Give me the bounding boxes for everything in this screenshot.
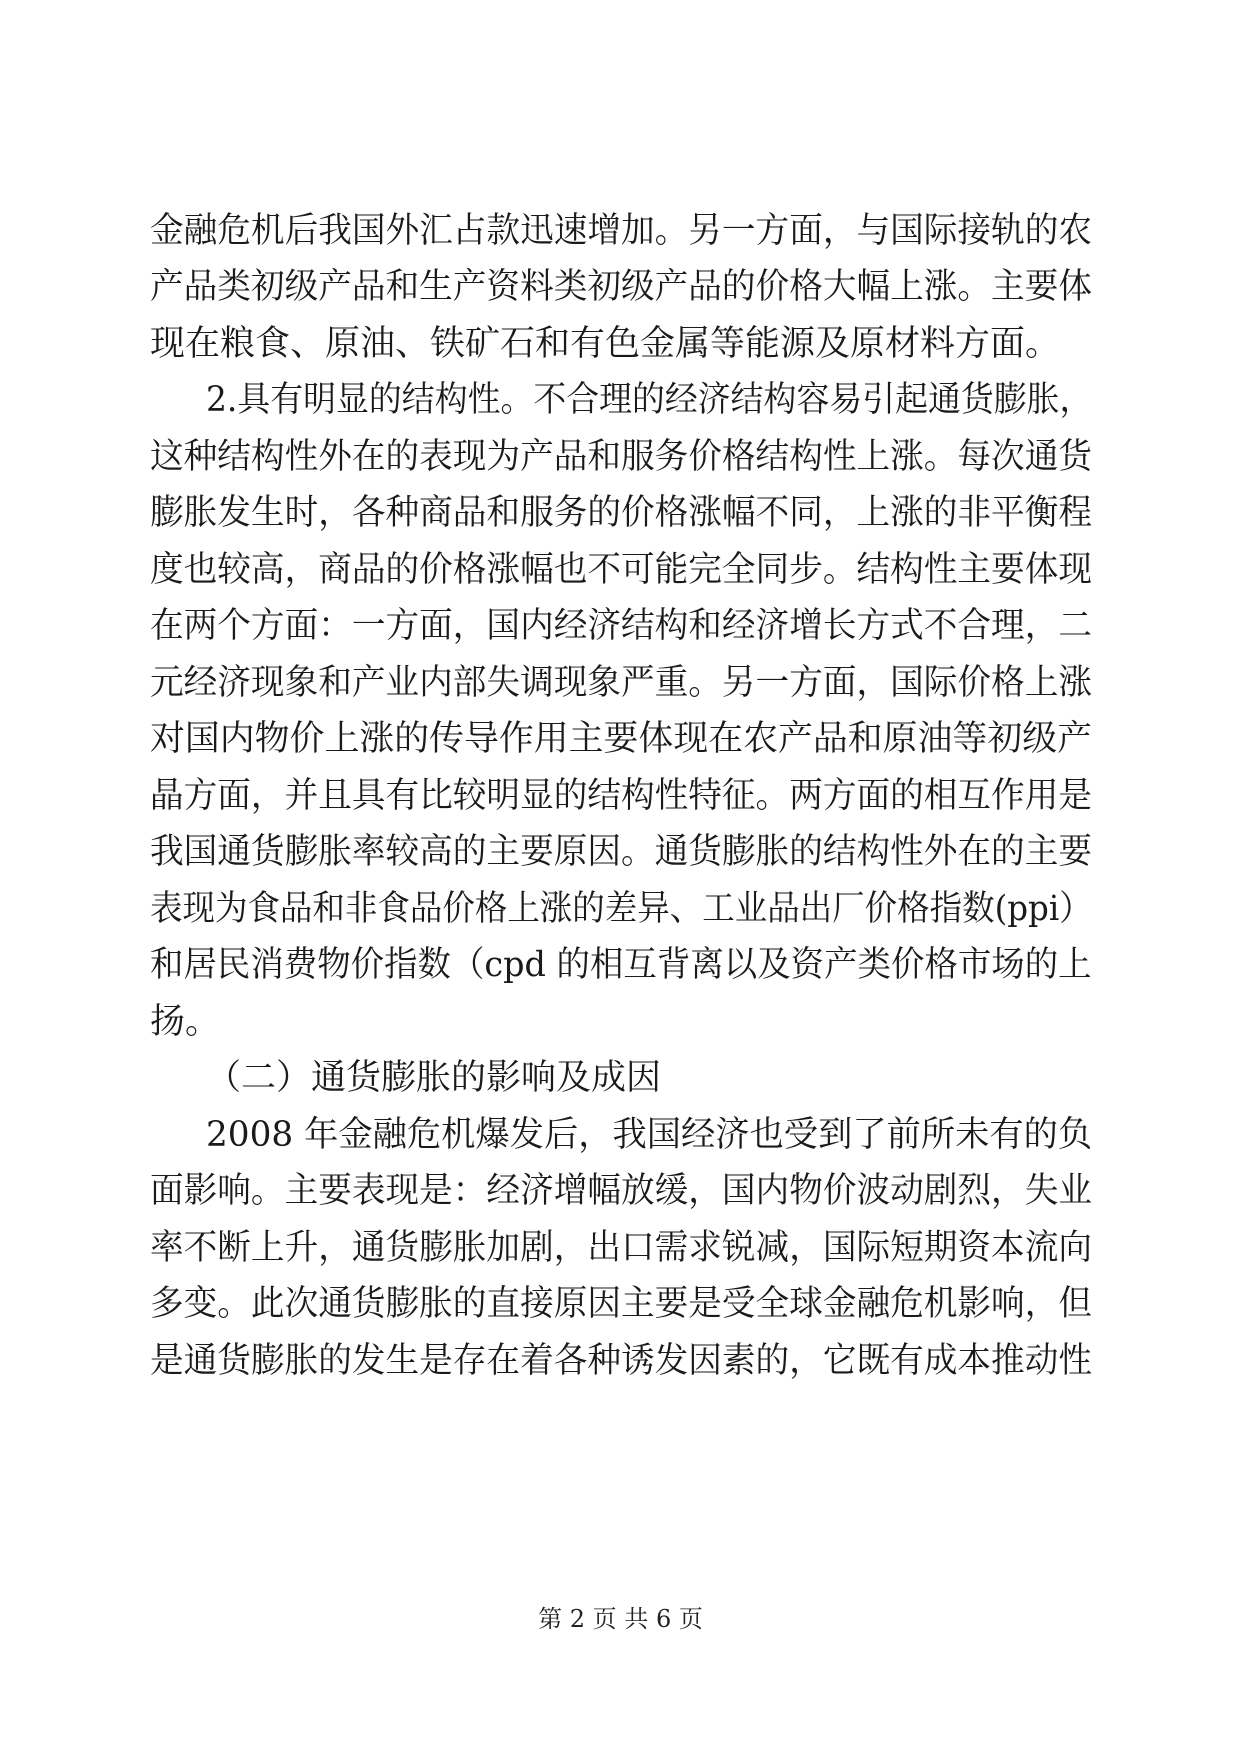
page-number-footer: 第 2 页 共 6 页	[538, 1605, 703, 1633]
document-page: 金融危机后我国外汇占款迅速增加。另一方面，与国际接轨的农 产品类初级产品和生产资料类初级产品的价格大幅上涨。主要体 现在粮食、原油、铁矿石和有色金属等能源及原材料方面。 2.具有明显的结构性。不合理的经济结构容易引起通货膨胀， 这种结构性外在的表现为产品和服务价格结构性上涨。每次通货 膨胀发生时，各种商品和服务的价格涨幅不同，上涨的非平衡程 度也较高，商品的价格涨幅也不可能完全同步。结构性主要体现 在两个方面：一方面，国内经济结构和经济增长方式不合理，二 元经济现象和产业内部失调现象严重。另一方面，国际价格上涨 对国内物价上涨的传导作用主要体现在农产品和原油等初级产 晶方面，并且具有比较明显的结构性特征。两方面的相互作用是 我国通货膨胀率较高的主要原因。通货膨胀的结构性外在的主要 表现为食品和非食品价格上涨的差异、工业品出厂价格指数(ppi） 和居民消费物价指数（cpd 的相互背离以及资产类价格市场的上 扬。 （二）通货膨胀的影响及成因 2008 年金融危机爆发后，我国经济也受到了前所未有的负 面影响。主要表现是：经济增幅放缓，国内物价波动剧烈，失业 率不断上升，通货膨胀加剧，出口需求锐减，国际短期资本流向 多变。此次通货膨胀的直接原因主要是受全球金融危机影响，但 是通货膨胀的发生是存在着各种诱发因素的，它既有成本推动性 第 2 页 共 6 页	[0, 0, 1241, 1754]
